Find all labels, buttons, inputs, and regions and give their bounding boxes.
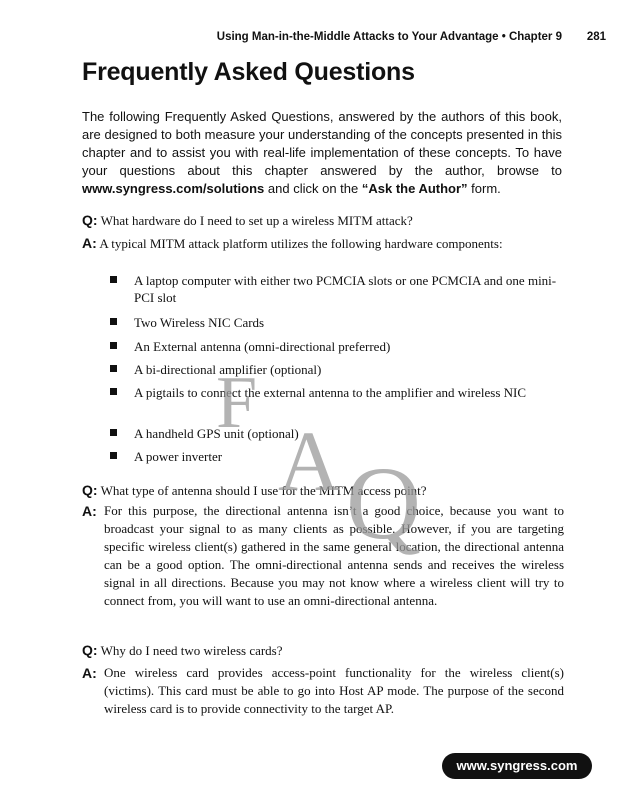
list-item — [110, 338, 574, 355]
faq-2-question — [82, 481, 564, 500]
solutions-url[interactable]: www.syngress.com/solutions — [82, 181, 265, 196]
list-item-text: Two Wireless NIC Cards — [134, 315, 265, 330]
list-item — [110, 425, 574, 442]
answer-tag: A: — [82, 665, 97, 681]
page-title: Frequently Asked Questions — [82, 58, 415, 86]
list-item-text: A power inverter — [134, 449, 223, 464]
faq-2-answer — [82, 502, 564, 610]
question-tag: Q: — [82, 482, 98, 498]
running-title: Using Man-in-the-Middle Attacks to Your Advantage • Chapter 9 — [216, 31, 562, 43]
list-item-text: An External antenna (omni-directional preferred) — [134, 339, 391, 354]
intro-line: this chapter and to assist you with real-life implementation of these concepts. To — [82, 127, 562, 160]
bullet-square-icon — [110, 365, 117, 372]
faq-1-question — [82, 211, 564, 230]
faq-3-answer — [82, 664, 564, 718]
list-item — [110, 361, 574, 378]
intro-end-text: form. — [467, 181, 501, 196]
running-header — [0, 31, 620, 49]
watermark-q-letter: Q — [346, 446, 422, 561]
faq-2-question-text: What type of antenna should I use for the MITM access point? — [100, 483, 427, 498]
faq-3-question — [82, 641, 564, 660]
faq-2-answer-text: For this purpose, the directional antenna isn’t a good choice, because you want to broadcast your signal to as many clients as possible. However, if you are targeting specific wireless client(s) gathered in the same general location, the directional antenna can be a good option. The omni-directional antenna sends and receives the wireless signal in all directions. Because you may not know where a wireless client will try to connect from, you will want to use an omni-directional antenna. — [104, 503, 564, 608]
bullet-square-icon — [110, 342, 117, 349]
faq-3-question-text: Why do I need two wireless cards? — [100, 643, 283, 658]
bullet-square-icon — [110, 276, 117, 283]
intro-line: The following Frequently Asked Questions, answered by the authors of this book, — [82, 109, 562, 124]
intro-paragraph — [82, 108, 562, 198]
faq-3-answer-text: One wireless card provides access-point functionality for the wireless client(s) (victims). This card must be able to go into Host AP mode. The purpose of the second wireless card is to provide connectivity to the target AP. — [104, 665, 564, 716]
list-item-text: A bi-directional amplifier (optional) — [134, 362, 322, 377]
list-item — [110, 448, 574, 465]
question-tag: Q: — [82, 212, 98, 228]
faq-1-answer — [82, 234, 564, 253]
watermark-f-letter: F — [216, 362, 258, 444]
list-item-text: A laptop computer with either two PCMCIA slots or one PCMCIA and one mini-PCI slot — [134, 273, 557, 305]
intro-line: are designed to both measure your understanding of the concepts presented in — [82, 127, 538, 142]
bullet-square-icon — [110, 388, 117, 395]
intro-line: have your questions about this chapter answered by the author, browse to — [82, 145, 562, 178]
list-item-text: A handheld GPS unit (optional) — [134, 426, 299, 441]
answer-tag: A: — [82, 503, 97, 519]
intro-mid-text: and click on the — [264, 181, 362, 196]
list-item-text: A pigtails to connect the external antenna to the amplifier and wireless NIC — [134, 385, 527, 400]
faq-1-question-text: What hardware do I need to set up a wireless MITM attack? — [100, 213, 413, 228]
question-tag: Q: — [82, 642, 98, 658]
ask-the-author-label[interactable]: “Ask the Author” — [361, 181, 468, 196]
website-badge[interactable]: www.syngress.com — [442, 753, 592, 779]
list-item — [110, 314, 574, 331]
page-number: 281 — [586, 31, 606, 43]
list-item — [110, 272, 574, 306]
watermark-a-letter: A — [278, 413, 341, 509]
bullet-square-icon — [110, 318, 117, 325]
bullet-square-icon — [110, 429, 117, 436]
faq-1-answer-text: A typical MITM attack platform utilizes the following hardware components: — [99, 236, 503, 251]
bullet-square-icon — [110, 452, 117, 459]
answer-tag: A: — [82, 235, 97, 251]
list-item — [110, 384, 574, 401]
